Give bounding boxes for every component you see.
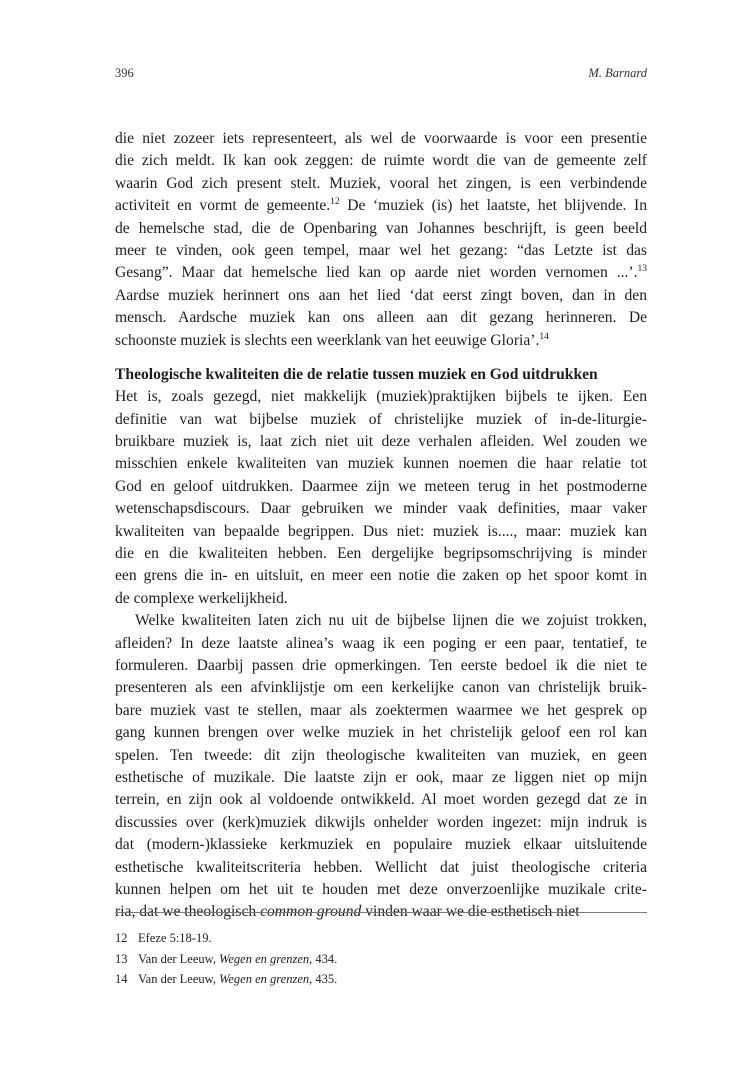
text-line	[115, 812, 647, 834]
paragraph-2	[115, 386, 647, 610]
footnote-reference: 14	[539, 331, 549, 342]
text-line	[115, 218, 647, 240]
paragraph-1	[115, 128, 647, 352]
line-text: vinden waar we die esthetisch niet	[361, 903, 580, 921]
text-line	[115, 476, 647, 498]
text-line	[115, 262, 647, 284]
line-text: gang kunnen brengen over welke muziek in het christelijk geloof een rol kan	[115, 724, 647, 742]
text-line	[115, 857, 647, 879]
text-line	[115, 498, 647, 520]
line-text: bruikbare muziek is, laat zich niet uit deze verhalen afleiden. Wel zouden we	[115, 433, 647, 451]
line-text: die niet zozeer iets representeert, als wel de voorwaarde is voor een presentie	[115, 130, 647, 147]
section-heading: Theologische kwaliteiten die de relatie tussen muziek en God uitdrukken	[115, 365, 598, 383]
line-text: bare muziek vast te stellen, maar als zoektermen waarmee we het gesprek op	[115, 701, 647, 719]
line-text: terrein, en zijn ook al voldoende ontwikkeld. Al moet worden gezegd dat ze in	[115, 791, 647, 809]
footnote	[115, 969, 647, 990]
text-line	[115, 195, 647, 217]
text-line	[115, 307, 647, 329]
text-line	[115, 330, 647, 352]
line-text: definitie van wat bijbelse muziek of christelijke muziek of in-de-liturgie-	[115, 410, 647, 428]
line-text: die en die kwaliteiten hebben. Een dergelijke begripsomschrijving is minder	[115, 545, 647, 563]
text-line	[115, 386, 647, 408]
footnote-number: 12	[115, 931, 128, 945]
footnote-text: Efeze 5:18-19.	[138, 931, 212, 945]
line-text: mensch. Aardsche muziek kan ons alleen aan dit gezang herinneren. De	[115, 309, 647, 327]
line-text: Aardse muziek herinnert ons aan het lied ‘dat eerst zingt boven, dan in den	[115, 286, 647, 304]
line-text: wetenschapsdiscours. Daar gebruiken we minder vaak definities, maar vaker	[115, 500, 647, 518]
footnotes	[115, 928, 647, 990]
italic-term: common ground	[260, 903, 362, 921]
footnote	[115, 928, 647, 949]
footnote-text: Van der Leeuw,	[138, 951, 220, 966]
footnote	[115, 949, 647, 970]
line-text: Het is, zoals gezegd, niet makkelijk (muziek)praktijken bijbels te ijken. Een	[115, 388, 647, 406]
line-text: waarin God zich present stelt. Muziek, vooral het zingen, is een verbindende	[115, 174, 647, 192]
line-text: die zich meldt. Ik kan ook zeggen: de ruimte wordt die van de gemeente zelf	[115, 152, 647, 170]
footnote-reference: 13	[637, 264, 647, 275]
line-text: esthetische kwaliteitscriteria hebben. Wellicht dat juist theologische criteria	[115, 858, 647, 876]
footnote-page: 434.	[312, 951, 338, 966]
line-text: dat (modern-)klassieke kerkmuziek en populaire muziek elkaar uitsluitende	[115, 836, 647, 854]
text-line	[115, 565, 647, 587]
paragraph-3	[115, 610, 647, 923]
running-head-author: M. Barnard	[588, 66, 647, 80]
footnote-number: 13	[115, 951, 128, 966]
text-line	[115, 173, 647, 195]
line-text: God en geloof uitdrukken. Daarmee zijn we meteen terug in het postmoderne	[115, 477, 647, 495]
text-line	[115, 633, 647, 655]
text-line	[115, 409, 647, 431]
line-text: Welke kwaliteiten laten zich nu uit de bijbelse lijnen die we zojuist trokken,	[135, 612, 647, 630]
footnote-text: Van der Leeuw,	[138, 972, 220, 986]
line-text: kunnen helpen om het uit te houden met deze onverzoenlijke muzikale crite-	[115, 880, 647, 898]
footnote-page: 435.	[312, 972, 338, 986]
text-line	[115, 240, 647, 262]
line-text: kwaliteiten van bepaalde begrippen. Dus niet: muziek is...., maar: muziek kan	[115, 522, 647, 540]
text-line	[115, 834, 647, 856]
line-text: de hemelsche stad, die de Openbaring van Johannes beschrijft, is geen beeld	[115, 219, 647, 237]
line-text: formuleren. Daarbij passen drie opmerkingen. Ten eerste bedoel ik die niet te	[115, 656, 647, 674]
footnote-title: Wegen en grenzen,	[219, 951, 313, 966]
line-text: afleiden? In deze laatste alinea’s waag ik een poging er een paar, tentatief, te	[115, 634, 647, 652]
line-text: presenteren als een afvinklijstje om een kerkelijke canon van christelijk bruik-	[115, 679, 647, 697]
line-text: meer te vinden, ook geen tempel, maar wel het gezang: “das Letzte ist das	[115, 241, 647, 259]
line-text: ria, dat we theologisch	[115, 903, 261, 921]
line-text: activiteit en vormt de gemeente.	[115, 197, 331, 215]
line-text: misschien enkele kwaliteiten van muziek kunnen noemen die haar relatie tot	[115, 455, 647, 473]
text-line	[115, 655, 647, 677]
line-text: spelen. Ten tweede: dit zijn theologische kwaliteiten van muziek, en geen	[115, 746, 647, 764]
text-line	[115, 588, 647, 610]
text-line	[115, 610, 647, 632]
text-line	[115, 285, 647, 307]
line-text: De ‘muziek (is) het laatste, het blijvende. In	[339, 197, 647, 215]
text-line	[115, 431, 647, 453]
footnote-rule	[115, 912, 647, 913]
line-text: schoonste muziek is slechts een weerklank van het eeuwige Gloria’.	[115, 331, 540, 349]
body-text	[115, 128, 647, 924]
text-line	[115, 128, 647, 150]
text-line	[115, 745, 647, 767]
line-text: Gesang”. Maar dat hemelsche lied kan op aarde niet worden vernomen ...’.	[115, 264, 638, 282]
footnote-reference: 12	[330, 197, 340, 208]
text-line	[115, 453, 647, 475]
text-line	[115, 677, 647, 699]
text-line	[115, 150, 647, 172]
text-line	[115, 700, 647, 722]
page-number: 396	[115, 66, 134, 80]
text-line	[115, 767, 647, 789]
text-line	[115, 722, 647, 744]
line-text: een grens die in- en uitsluit, en meer een notie die zaken op het spoor komt in	[115, 567, 647, 585]
text-line	[115, 789, 647, 811]
footnote-number: 14	[115, 972, 128, 986]
text-line	[115, 879, 647, 901]
text-line	[115, 521, 647, 543]
line-text: de complexe werkelijkheid.	[115, 589, 288, 607]
line-text: discussies over (kerk)muziek dikwijls onhelder worden ingezet: mijn indruk is	[115, 813, 647, 831]
line-text: esthetische of muzikale. Die laatste zijn er ook, maar ze liggen niet op mijn	[115, 768, 647, 786]
footnote-title: Wegen en grenzen,	[219, 972, 313, 986]
text-line	[115, 543, 647, 565]
